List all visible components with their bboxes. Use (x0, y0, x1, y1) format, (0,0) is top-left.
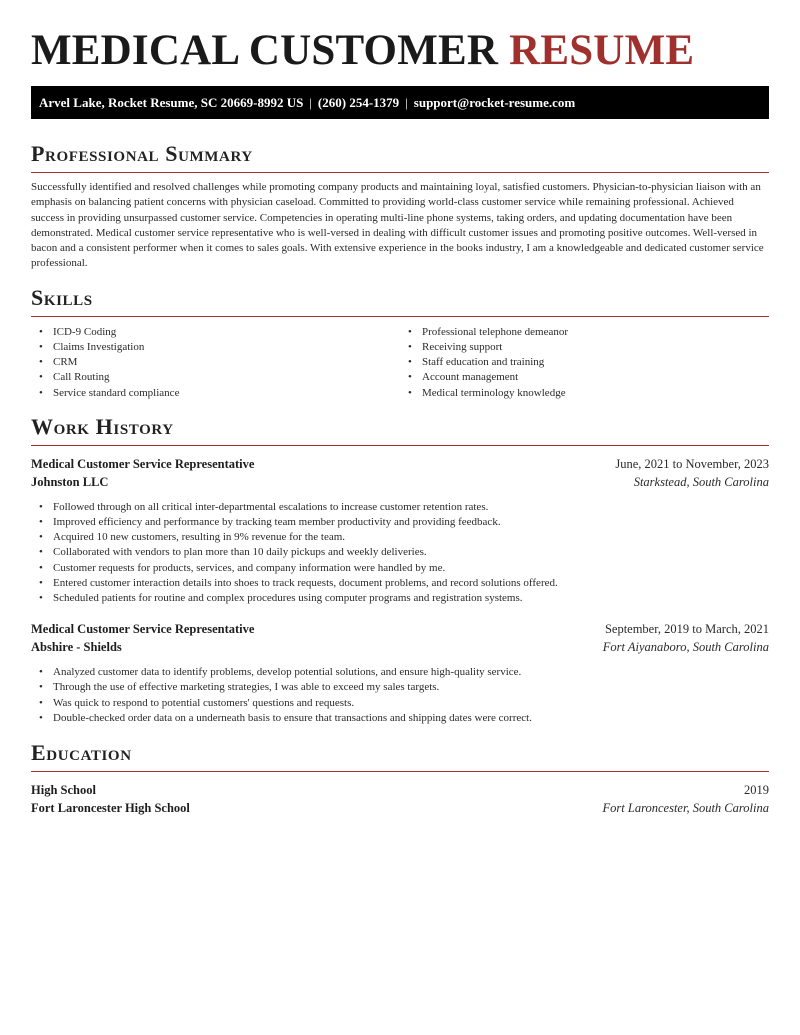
skills-heading: Skills (31, 285, 769, 317)
job-bullet: • Followed through on all critical inter-departmental escalations to increase customer retention rates. (53, 500, 769, 515)
education-school: Fort Laroncester High School (31, 801, 190, 816)
contact-email[interactable]: support@rocket-resume.com (413, 95, 576, 110)
work-history-heading: Work History (31, 414, 769, 446)
contact-phone: (260) 254-1379 (317, 95, 400, 110)
education-entry (31, 782, 769, 817)
contact-separator: | (309, 95, 312, 110)
job-bullet: • Scheduled patients for routine and complex procedures using computer programs and registration systems. (53, 591, 769, 606)
job-bullet: • Improved efficiency and performance by tracking team member productivity and providing feedback. (53, 515, 769, 530)
job-bullet: • Entered customer interaction details into shoes to track requests, document problems, and record solutions offered. (53, 576, 769, 591)
skills-section (31, 285, 769, 401)
job-entry (31, 456, 769, 606)
education-school-row (31, 800, 769, 817)
summary-text: Successfully identified and resolved challenges while promoting company products and maintaining loyal, satisfied customers. Physician-to-physician liaison with an emphasis on balancing patient concerns with physician caseload. Committed to providing world-class customer service while remaining professional. Achieved success in providing unsurpassed customer service. Competencies in operating multi-line phone systems, taking orders, and updating documentation have been demonstrated. Medical customer service representative who is well-versed in dealing with difficult customer issues and promoting positive outcomes. Well-versed in bacon and a consistent performer when it comes to sales goals. With extensive experience in the books industry, I am a knowledgeable and dedicated customer service professional. (31, 181, 764, 270)
skills-list-left (31, 325, 400, 401)
title-main: MEDICAL CUSTOMER (31, 27, 499, 74)
education-section (31, 740, 769, 817)
skill-item: • Claims Investigation (53, 340, 400, 355)
education-year: 2019 (744, 783, 769, 798)
job-bullets (31, 665, 769, 726)
job-header-row (31, 456, 769, 473)
job-bullet: • Was quick to respond to potential customers' questions and requests. (53, 696, 769, 711)
job-bullet: • Customer requests for products, services, and company information were handled by me. (53, 561, 769, 576)
job-bullet: • Through the use of effective marketing strategies, I was able to exceed my sales targets. (53, 680, 769, 695)
job-dates: June, 2021 to November, 2023 (615, 456, 769, 471)
job-bullet: • Double-checked order data on a underneath basis to ensure that transactions and shipping dates were correct. (53, 711, 769, 726)
job-bullet: • Collaborated with vendors to plan more than 10 daily pickups and weekly deliveries. (53, 545, 769, 560)
skill-item: • Medical terminology knowledge (422, 386, 769, 401)
job-title: Medical Customer Service Representative (31, 622, 255, 637)
education-heading: Education (31, 740, 769, 772)
summary-section (31, 141, 769, 272)
contact-separator: | (405, 95, 408, 110)
job-location: Fort Aiyanaboro, South Carolina (602, 640, 769, 655)
resume-title (31, 0, 769, 74)
skill-item: • Staff education and training (422, 355, 769, 370)
job-bullet: • Acquired 10 new customers, resulting in 9% revenue for the team. (53, 530, 769, 545)
skill-item: • Service standard compliance (53, 386, 400, 401)
skill-item: • Account management (422, 370, 769, 385)
job-entry (31, 621, 769, 726)
job-location: Starkstead, South Carolina (633, 474, 769, 489)
job-bullets (31, 500, 769, 606)
education-header-row (31, 782, 769, 799)
job-company: Johnston LLC (31, 474, 109, 489)
contact-bar (31, 86, 769, 119)
work-history-section (31, 414, 769, 726)
education-degree: High School (31, 783, 96, 798)
job-header-row (31, 621, 769, 638)
title-accent: RESUME (509, 27, 695, 74)
job-dates: September, 2019 to March, 2021 (604, 622, 769, 637)
education-location: Fort Laroncester, South Carolina (602, 801, 769, 816)
summary-heading: Professional Summary (31, 141, 769, 173)
job-title: Medical Customer Service Representative (31, 456, 255, 471)
skills-grid (31, 325, 769, 401)
skill-item: • Professional telephone demeanor (422, 325, 769, 340)
job-company-row (31, 639, 769, 656)
skill-item: • Call Routing (53, 370, 400, 385)
skills-list-right (400, 325, 769, 401)
skill-item: • Receiving support (422, 340, 769, 355)
job-company-row (31, 474, 769, 491)
contact-address: Arvel Lake, Rocket Resume, SC 20669-8992 US (39, 95, 304, 110)
skill-item: • CRM (53, 355, 400, 370)
job-company: Abshire - Shields (31, 640, 122, 655)
skill-item: • ICD-9 Coding (53, 325, 400, 340)
job-bullet: • Analyzed customer data to identify problems, develop potential solutions, and ensure high-quality service. (53, 665, 769, 680)
